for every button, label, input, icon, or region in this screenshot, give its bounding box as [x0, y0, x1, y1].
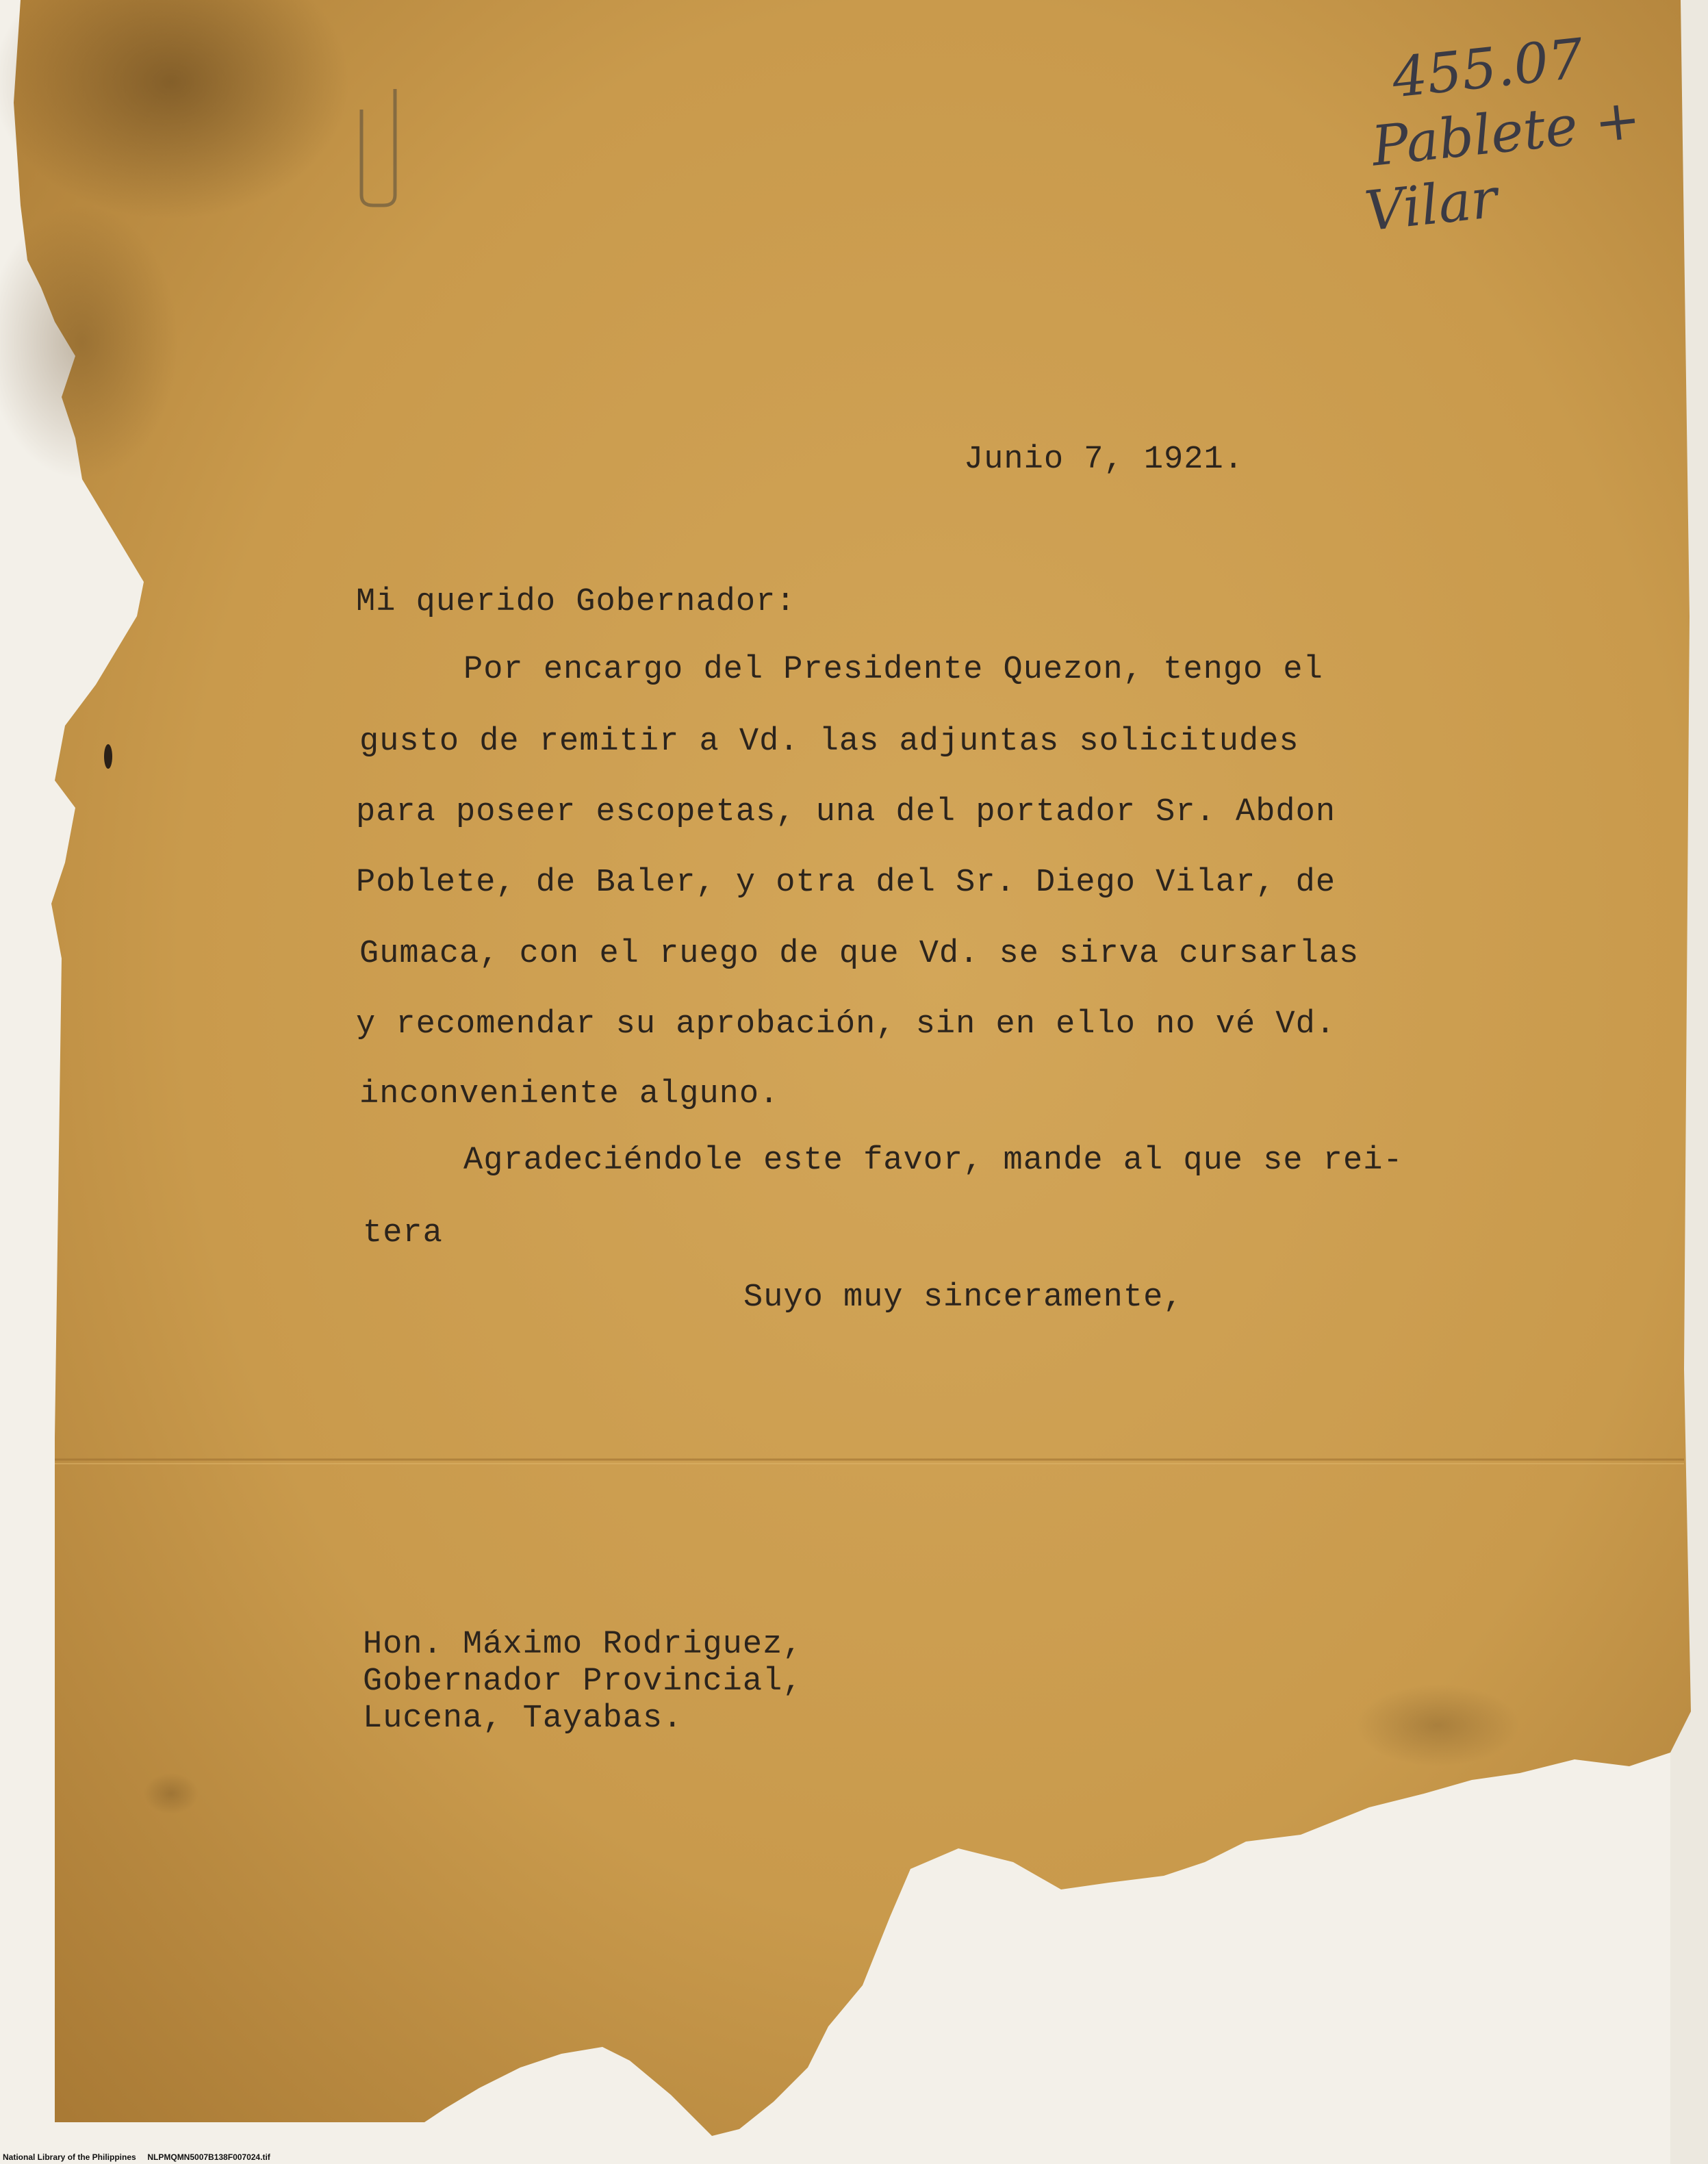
body-line: Agradeciéndole este favor, mande al que se rei-: [463, 1143, 1403, 1179]
archival-note-line2: Pablete +: [1368, 86, 1644, 179]
addressee-line: Gobernador Provincial,: [363, 1664, 803, 1700]
addressee-line: Lucena, Tayabas.: [363, 1701, 683, 1737]
letter-closing: Suyo muy sinceramente,: [743, 1280, 1184, 1316]
body-line: Por encargo del Presidente Quezon, tengo el: [463, 652, 1323, 688]
body-line: Gumaca, con el ruego de que Vd. se sirva cursarlas: [359, 936, 1360, 972]
body-line: inconveniente alguno.: [359, 1076, 780, 1112]
letter-date: Junio 7, 1921.: [964, 442, 1244, 478]
footer-caption: National Library of the Philippines NLPMQMN5007B138F007024.tif: [3, 2152, 270, 2162]
body-line: tera: [363, 1215, 443, 1251]
letter-salutation: Mi querido Gobernador:: [356, 584, 796, 620]
body-line: gusto de remitir a Vd. las adjuntas solicitudes: [359, 724, 1299, 760]
body-line: para poseer escopetas, una del portador Sr. Abdon: [356, 794, 1336, 830]
archival-note-line3: Vilar: [1362, 166, 1501, 244]
archival-note-line1: 455.07: [1389, 26, 1587, 110]
body-line: Poblete, de Baler, y otra del Sr. Diego Vilar, de: [356, 865, 1336, 901]
body-line: y recomendar su aprobación, sin en ello no vé Vd.: [356, 1006, 1336, 1043]
addressee-line: Hon. Máximo Rodriguez,: [363, 1627, 803, 1663]
